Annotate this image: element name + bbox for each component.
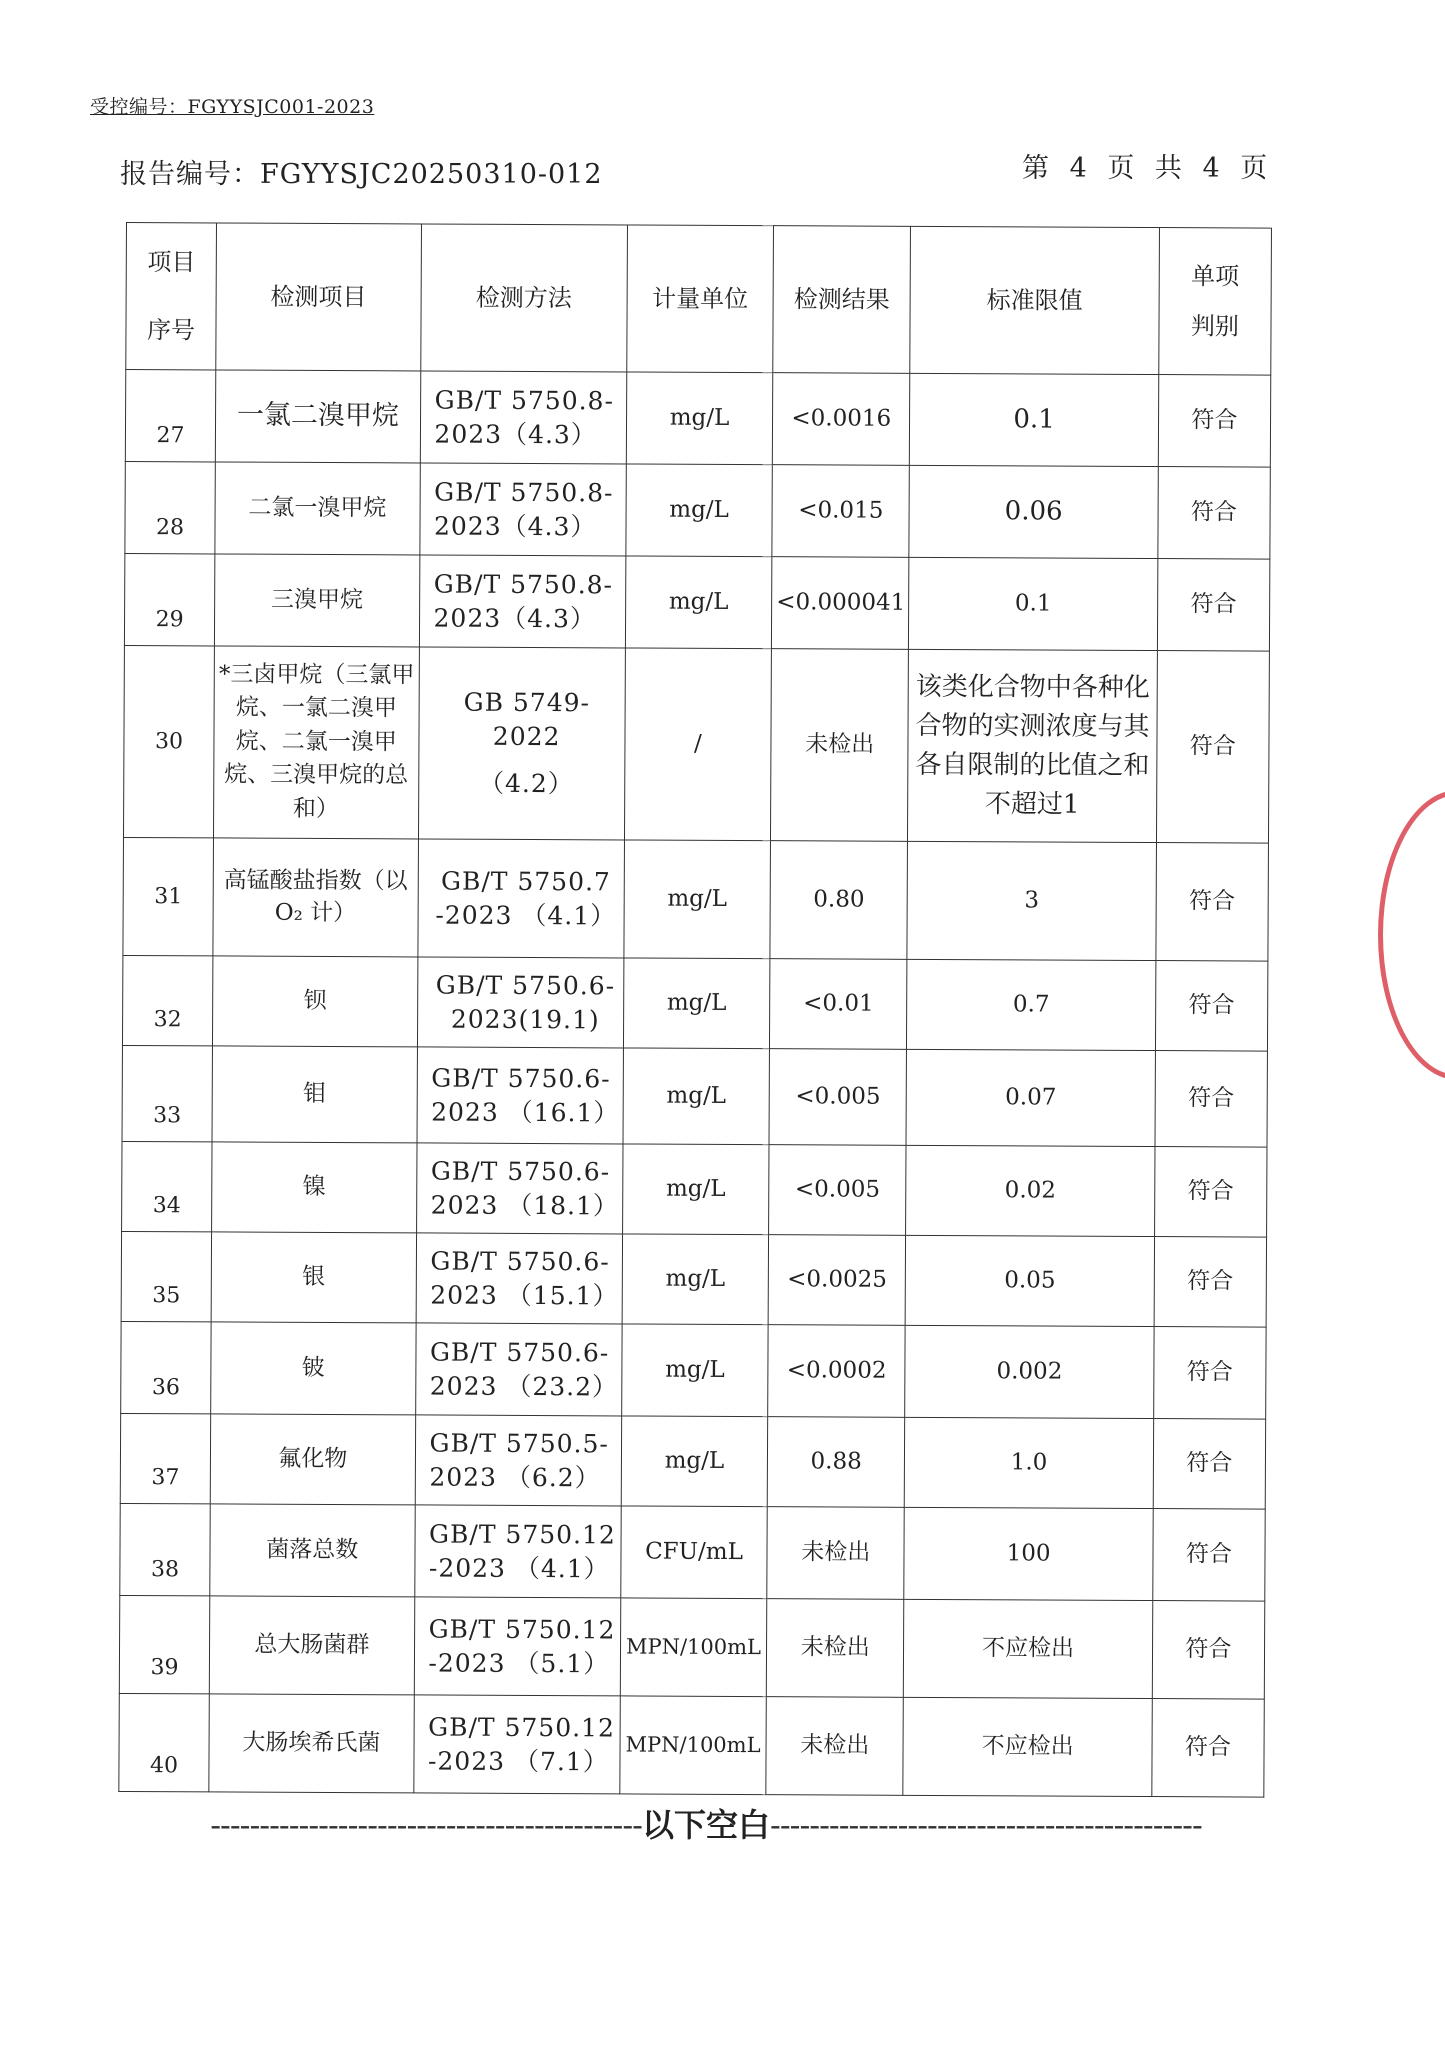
header-seq-line1: 项目	[147, 247, 196, 276]
row-method-line2: -2023 （4.1）	[428, 1552, 610, 1583]
row-method-line2: 2023（4.3）	[434, 419, 597, 449]
row-method-line1: GB 5749-2022	[463, 687, 591, 751]
table-row	[119, 1595, 1264, 1699]
row-limit: 0.7	[907, 959, 1156, 1050]
row-limit: 不应检出	[903, 1697, 1152, 1796]
header-limit: 标准限值	[910, 226, 1159, 374]
row-item: 高锰酸盐指数（以O₂ 计）	[213, 838, 418, 957]
row-unit: mg/L	[626, 372, 773, 465]
row-item: 钼	[212, 1046, 417, 1143]
row-method-line1: GB/T 5750.8-	[434, 385, 615, 416]
row-item: 总大肠菌群	[209, 1596, 414, 1695]
row-item: 三溴甲烷	[215, 554, 420, 647]
table-row	[124, 553, 1269, 651]
row-judge: 符合	[1152, 1699, 1265, 1798]
row-judge: 符合	[1152, 1601, 1265, 1700]
row-limit: 0.1	[910, 373, 1159, 466]
row-result: <0.005	[769, 1049, 907, 1146]
row-unit: mg/L	[621, 1416, 768, 1507]
row-limit: 该类化合物中各种化合物的实测浓度与其各自限制的比值之和不超过1	[908, 649, 1157, 842]
row-unit: mg/L	[622, 1324, 769, 1417]
header-judge-line2: 判别	[1190, 312, 1239, 341]
red-seal-stamp	[1378, 790, 1445, 1080]
row-judge: 符合	[1156, 843, 1269, 962]
row-result: 未检出	[767, 1507, 905, 1600]
row-judge: 符合	[1158, 467, 1271, 560]
row-result: <0.015	[772, 465, 910, 558]
row-limit: 0.06	[909, 465, 1158, 558]
row-judge: 符合	[1154, 1147, 1267, 1238]
row-method	[417, 1047, 624, 1144]
row-item: 氟化物	[210, 1414, 415, 1505]
row-seq: 30	[123, 645, 214, 837]
row-method-line2: 2023(19.1)	[450, 1004, 600, 1034]
row-limit: 3	[907, 841, 1156, 960]
table-row	[125, 461, 1270, 559]
header-seq-line2: 序号	[146, 316, 196, 345]
row-seq: 33	[122, 1045, 213, 1141]
row-method	[416, 1233, 623, 1324]
table-row	[121, 1231, 1266, 1327]
row-item: 大肠埃希氏菌	[209, 1694, 414, 1793]
row-item: *三卤甲烷（三氯甲烷、一氯二溴甲烷、二氯一溴甲烷、三溴甲烷的总和）	[214, 646, 419, 839]
table-row	[123, 837, 1269, 961]
row-method-line1: GB/T 5750.5-	[429, 1428, 609, 1459]
row-limit: 不应检出	[904, 1599, 1153, 1698]
row-method	[420, 371, 627, 464]
row-method-line2: -2023 （5.1）	[428, 1647, 610, 1678]
header-unit: 计量单位	[627, 225, 774, 373]
row-item: 银	[211, 1232, 416, 1323]
row-method	[419, 463, 626, 556]
row-limit: 0.02	[906, 1145, 1155, 1236]
row-limit: 0.1	[909, 557, 1158, 650]
dash-left: --------------------------------------------	[210, 1806, 642, 1844]
table-row	[122, 1045, 1267, 1147]
table-row	[125, 370, 1270, 468]
row-method-line1: GB/T 5750.12	[429, 1519, 616, 1550]
row-result: <0.0025	[768, 1235, 906, 1326]
table-row	[122, 955, 1267, 1051]
table-row	[120, 1503, 1265, 1601]
row-judge: 符合	[1155, 1051, 1268, 1148]
row-method-line2: -2023 （4.1）	[435, 900, 617, 930]
row-result: 未检出	[766, 1697, 904, 1796]
row-unit: mg/L	[626, 464, 773, 557]
row-method-line2: 2023 （16.1）	[431, 1097, 620, 1127]
blank-below-marker	[168, 1800, 1244, 1846]
row-unit: mg/L	[622, 1144, 769, 1235]
row-unit: CFU/mL	[621, 1506, 768, 1599]
header-result: 检测结果	[773, 226, 911, 374]
control-number: 受控编号：FGYYSJC001-2023	[90, 96, 375, 118]
row-method	[414, 1505, 621, 1598]
test-results-table	[118, 222, 1272, 1798]
row-method-line1: GB/T 5750.12	[428, 1614, 616, 1645]
row-result: <0.0002	[768, 1325, 906, 1418]
row-method-line1: GB/T 5750.6-	[430, 1246, 610, 1277]
header-method: 检测方法	[420, 224, 627, 372]
row-seq: 32	[122, 955, 213, 1045]
row-seq: 38	[120, 1503, 211, 1595]
row-method	[415, 1415, 622, 1506]
row-method-line2: 2023（4.3）	[433, 603, 597, 633]
row-item: 菌落总数	[210, 1504, 415, 1597]
row-judge: 符合	[1153, 1327, 1266, 1420]
row-method	[416, 1143, 623, 1234]
row-method-line2: 2023（4.3）	[433, 511, 597, 541]
row-method	[417, 839, 624, 958]
row-seq: 36	[121, 1321, 212, 1413]
row-judge: 符合	[1154, 1237, 1267, 1328]
row-method	[415, 1323, 622, 1416]
row-method-line1: GB/T 5750.12	[428, 1712, 615, 1743]
table-header-row	[126, 223, 1272, 376]
row-result: 0.80	[770, 841, 908, 960]
row-seq: 40	[119, 1693, 210, 1791]
row-method-line1: GB/T 5750.6-	[429, 1337, 610, 1368]
row-seq: 29	[124, 553, 215, 645]
row-item: 钡	[213, 956, 418, 1047]
row-unit: MPN/100mL	[620, 1598, 767, 1697]
row-result: <0.01	[770, 959, 908, 1050]
row-method	[413, 1695, 620, 1794]
row-seq: 27	[125, 370, 216, 462]
row-seq: 39	[119, 1595, 210, 1693]
row-judge: 符合	[1155, 961, 1268, 1052]
row-unit: mg/L	[623, 958, 770, 1049]
row-judge: 符合	[1156, 651, 1269, 844]
row-result: 未检出	[771, 649, 909, 842]
row-method-line2: （4.2）	[478, 769, 574, 799]
row-method	[418, 647, 625, 840]
row-method-line2: 2023 （6.2）	[429, 1461, 601, 1492]
row-unit: mg/L	[622, 1234, 769, 1325]
row-method-line2: 2023 （15.1）	[430, 1279, 619, 1310]
row-item: 镍	[212, 1142, 417, 1233]
row-method-line1: GB/T 5750.8-	[433, 569, 614, 600]
report-number: 报告编号：FGYYSJC20250310-012	[120, 159, 603, 190]
table-row	[123, 645, 1269, 843]
table-row	[121, 1321, 1266, 1419]
row-unit: MPN/100mL	[620, 1696, 767, 1795]
row-seq: 31	[123, 837, 214, 955]
row-seq: 35	[121, 1231, 212, 1321]
row-method-line2: 2023 （18.1）	[430, 1190, 620, 1220]
row-judge: 符合	[1153, 1419, 1266, 1510]
row-method-line1: GB/T 5750.7	[440, 866, 611, 897]
row-result: <0.005	[769, 1145, 907, 1236]
row-method-line1: GB/T 5750.6-	[431, 1063, 611, 1094]
page-number: 第 4 页 共 4 页	[1022, 153, 1268, 184]
header-item: 检测项目	[216, 223, 421, 371]
row-limit: 0.002	[905, 1325, 1154, 1418]
header-seq	[126, 223, 217, 370]
row-method	[414, 1597, 621, 1696]
dash-right: --------------------------------------------	[770, 1806, 1202, 1844]
row-limit: 100	[904, 1507, 1153, 1600]
row-unit: mg/L	[624, 840, 771, 959]
table-row	[122, 1141, 1267, 1237]
row-limit: 0.05	[905, 1235, 1154, 1326]
row-method-line1: GB/T 5750.6-	[435, 970, 616, 1001]
row-method	[419, 555, 626, 648]
row-method-line2: 2023 （23.2）	[429, 1370, 619, 1401]
row-unit: mg/L	[623, 1048, 770, 1145]
row-method-line2: -2023 （7.1）	[427, 1745, 609, 1776]
row-result: 0.88	[767, 1417, 905, 1508]
row-method	[417, 957, 624, 1048]
row-unit: /	[624, 648, 771, 841]
row-item: 铍	[211, 1322, 416, 1415]
row-seq: 28	[125, 461, 216, 553]
table-row	[120, 1413, 1265, 1509]
row-method-line1: GB/T 5750.8-	[434, 477, 614, 508]
row-method-line1: GB/T 5750.6-	[430, 1156, 611, 1187]
row-unit: mg/L	[625, 556, 772, 649]
row-judge: 符合	[1153, 1509, 1266, 1602]
row-seq: 34	[122, 1141, 213, 1231]
row-seq: 37	[120, 1413, 211, 1503]
row-limit: 1.0	[905, 1417, 1154, 1508]
row-judge: 符合	[1157, 559, 1270, 652]
blank-below-text: 以下空白	[641, 1806, 770, 1844]
table-row	[119, 1693, 1264, 1797]
row-item: 一氯二溴甲烷	[215, 370, 420, 463]
row-result: <0.000041	[772, 557, 910, 650]
header-judge-line1: 单项	[1191, 261, 1240, 291]
header-judge	[1159, 228, 1272, 376]
row-limit: 0.07	[906, 1049, 1155, 1146]
row-result: <0.0016	[772, 373, 910, 466]
row-result: 未检出	[766, 1599, 904, 1698]
row-judge: 符合	[1158, 375, 1271, 468]
row-item: 二氯一溴甲烷	[215, 462, 420, 555]
